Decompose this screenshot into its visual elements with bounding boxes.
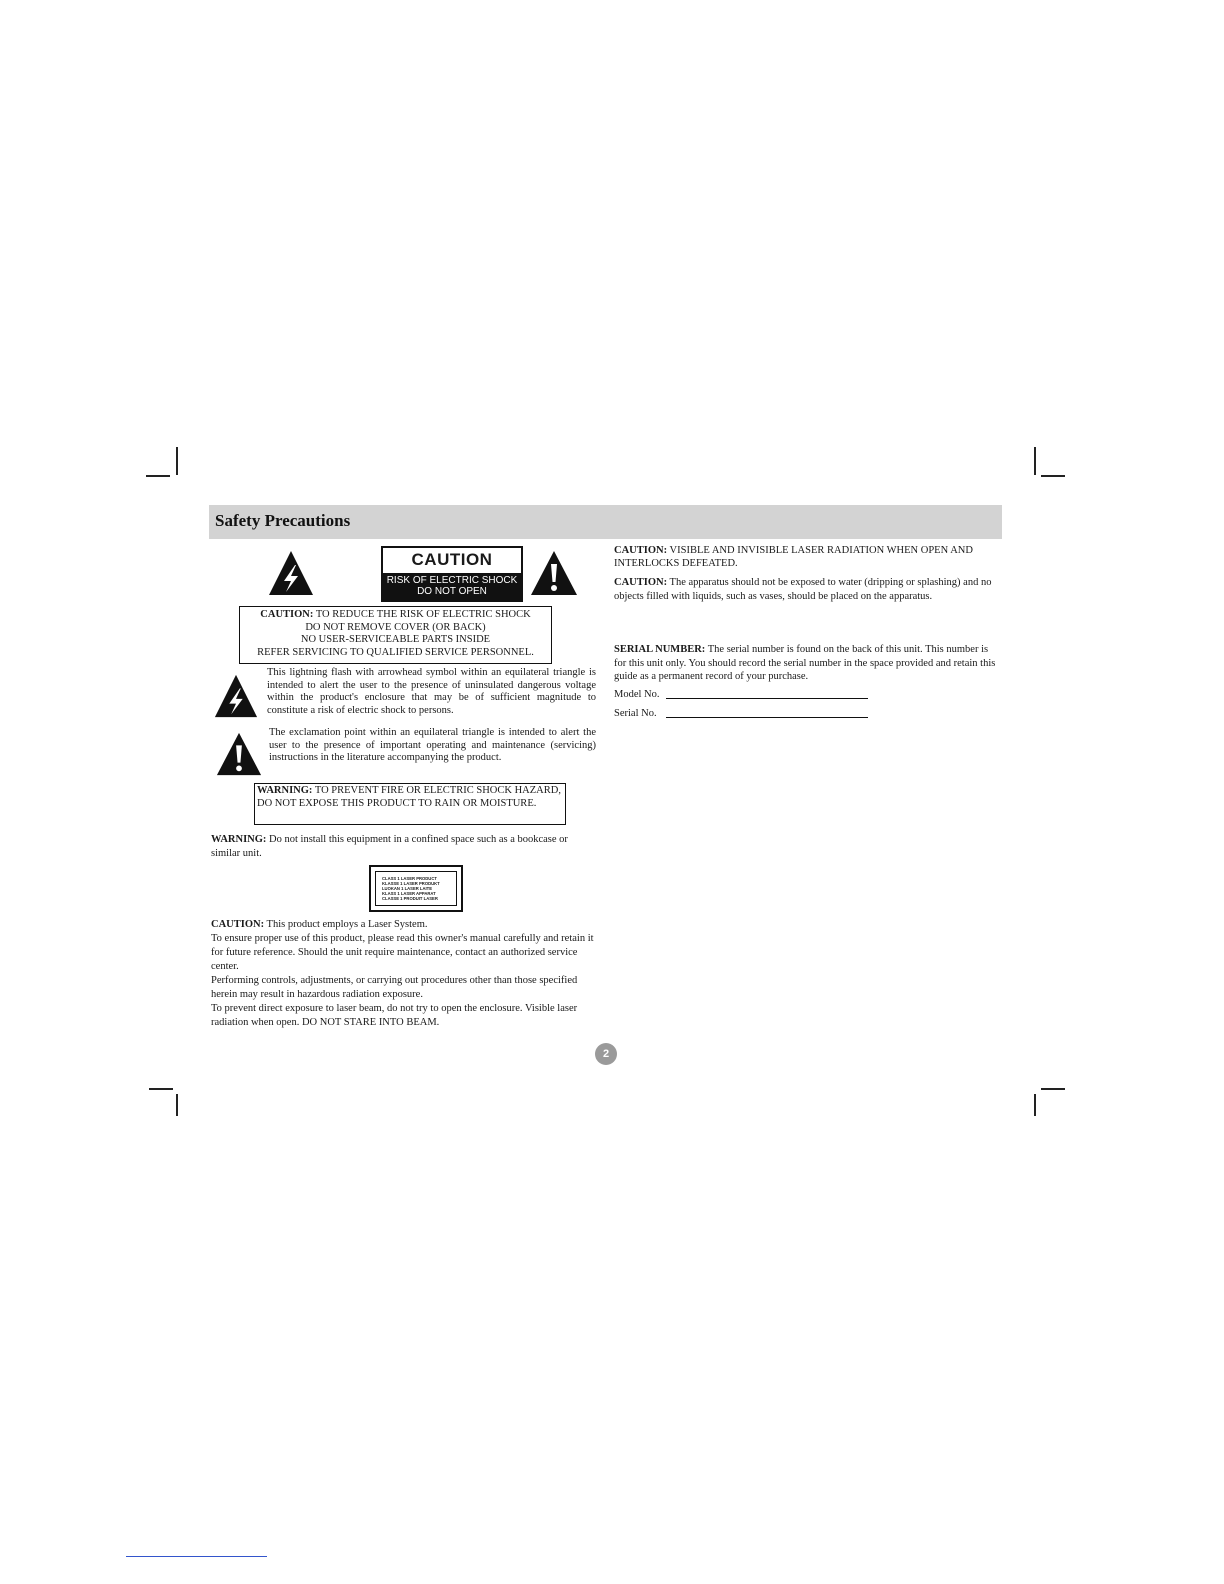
crop-mark-tr-horizontal bbox=[1041, 475, 1065, 477]
page-number: 2 bbox=[595, 1043, 617, 1065]
laser-caution-p1: To ensure proper use of this product, please read this owner's manual carefully and retain it for future reference. Should the unit require maintenance, contact an authorized service center. bbox=[211, 933, 594, 972]
model-no-label: Model No. bbox=[614, 689, 660, 700]
laser-caution-p2: Performing controls, adjustments, or carrying out procedures other than those specified herein may result in hazardous radiation exposure. bbox=[211, 975, 578, 1000]
laser-caution-label: CAUTION: bbox=[211, 919, 265, 930]
caution-sub-line1: RISK OF ELECTRIC SHOCK bbox=[386, 575, 518, 586]
laser-caution-p3: To prevent direct exposure to laser beam, do not try to open the enclosure. Visible laser radiation when open. DO NOT STARE INTO BEAM. bbox=[211, 1003, 578, 1028]
laser-label-line: KLASS 1 LASER APPARAT bbox=[382, 891, 436, 896]
serial-number-text: The serial number is found on the back of this unit. This number is for this unit only. You should record the serial number in the space provided and retain this guide as a permanent record of your purchase. bbox=[614, 644, 996, 682]
caution-label bbox=[381, 546, 523, 602]
laser-label-line: LUOKAN 1 LASER LAITE bbox=[382, 886, 433, 891]
laser-label-line: KLASSE 1 LASER PRODUKT bbox=[382, 881, 440, 886]
serial-no-field bbox=[614, 707, 874, 720]
rain-warning-box bbox=[254, 783, 566, 825]
crop-mark-bl-horizontal bbox=[149, 1088, 173, 1090]
section-header bbox=[209, 505, 1002, 539]
caution-graphic bbox=[267, 545, 567, 605]
lightning-warning-icon bbox=[267, 549, 315, 597]
rain-warning-label: WARNING: bbox=[257, 785, 313, 796]
laser-radiation-text: VISIBLE AND INVISIBLE LASER RADIATION WHEN OPEN AND INTERLOCKS DEFEATED. bbox=[614, 545, 973, 569]
shock-caution-line1: TO REDUCE THE RISK OF ELECTRIC SHOCK bbox=[313, 609, 531, 620]
laser-label-inner bbox=[375, 871, 457, 906]
lightning-explanation-text: This lightning flash with arrowhead symbol within an equilateral triangle is intended to alert the user to the presence of uninsulated dangerous voltage within the product's enclosure that may be of sufficient magnitude to constitute a risk of electric shock to persons. bbox=[267, 667, 596, 716]
exclamation-explanation-text: The exclamation point within an equilateral triangle is intended to alert the user to the presence of important operating and maintenance (servicing) instructions in the literature accompanying the product. bbox=[269, 727, 596, 763]
crop-mark-bl-vertical bbox=[176, 1094, 178, 1116]
shock-caution-label: CAUTION: bbox=[260, 609, 314, 620]
shock-caution-line3: NO USER-SERVICEABLE PARTS INSIDE bbox=[300, 634, 491, 645]
page-title: Safety Precautions bbox=[215, 511, 351, 530]
rain-warning-text: TO PREVENT FIRE OR ELECTRIC SHOCK HAZARD, DO NOT EXPOSE THIS PRODUCT TO RAIN OR MOISTURE. bbox=[257, 785, 561, 809]
shock-caution-box bbox=[239, 606, 552, 664]
footer-link-underline[interactable] bbox=[126, 1556, 267, 1557]
water-caution-text: The apparatus should not be exposed to water (dripping or splashing) and no objects filled with liquids, such as vases, should be placed on the apparatus. bbox=[614, 577, 992, 602]
caution-sub-text bbox=[383, 573, 521, 600]
laser-caution bbox=[211, 918, 596, 1030]
laser-caution-text: This product employs a Laser System. bbox=[264, 919, 428, 930]
laser-radiation-label: CAUTION: bbox=[614, 545, 668, 556]
laser-label-line: CLASSE 1 PRODUIT LASER bbox=[382, 896, 438, 901]
install-warning bbox=[211, 833, 596, 860]
model-no-field bbox=[614, 688, 874, 701]
caution-word: CAUTION bbox=[411, 550, 493, 569]
laser-product-label bbox=[369, 865, 463, 912]
water-caution bbox=[614, 576, 1002, 603]
serial-no-label: Serial No. bbox=[614, 708, 657, 719]
caution-sub-line2: DO NOT OPEN bbox=[417, 586, 487, 597]
lightning-warning-icon bbox=[213, 673, 259, 719]
crop-mark-tr-vertical bbox=[1034, 447, 1036, 475]
model-no-line[interactable] bbox=[666, 698, 868, 699]
serial-no-line[interactable] bbox=[666, 717, 868, 718]
laser-label-line: CLASS 1 LASER PRODUCT bbox=[382, 876, 437, 881]
install-warning-text: Do not install this equipment in a confined space such as a bookcase or similar unit. bbox=[211, 834, 568, 859]
shock-caution-line2: DO NOT REMOVE COVER (OR BACK) bbox=[305, 621, 486, 633]
laser-radiation-caution bbox=[614, 545, 1002, 570]
shock-caution-line4: REFER SERVICING TO QUALIFIED SERVICE PERSONNEL. bbox=[257, 646, 534, 658]
install-warning-label: WARNING: bbox=[211, 834, 267, 845]
serial-number-info bbox=[614, 643, 1002, 684]
exclamation-warning-icon bbox=[215, 729, 263, 779]
water-caution-label: CAUTION: bbox=[614, 577, 668, 588]
crop-mark-tl-horizontal bbox=[146, 475, 170, 477]
crop-mark-br-horizontal bbox=[1041, 1088, 1065, 1090]
crop-mark-br-vertical bbox=[1034, 1094, 1036, 1116]
exclamation-warning-icon bbox=[529, 549, 579, 597]
serial-number-label: SERIAL NUMBER: bbox=[614, 644, 706, 655]
crop-mark-tl-vertical bbox=[176, 447, 178, 475]
